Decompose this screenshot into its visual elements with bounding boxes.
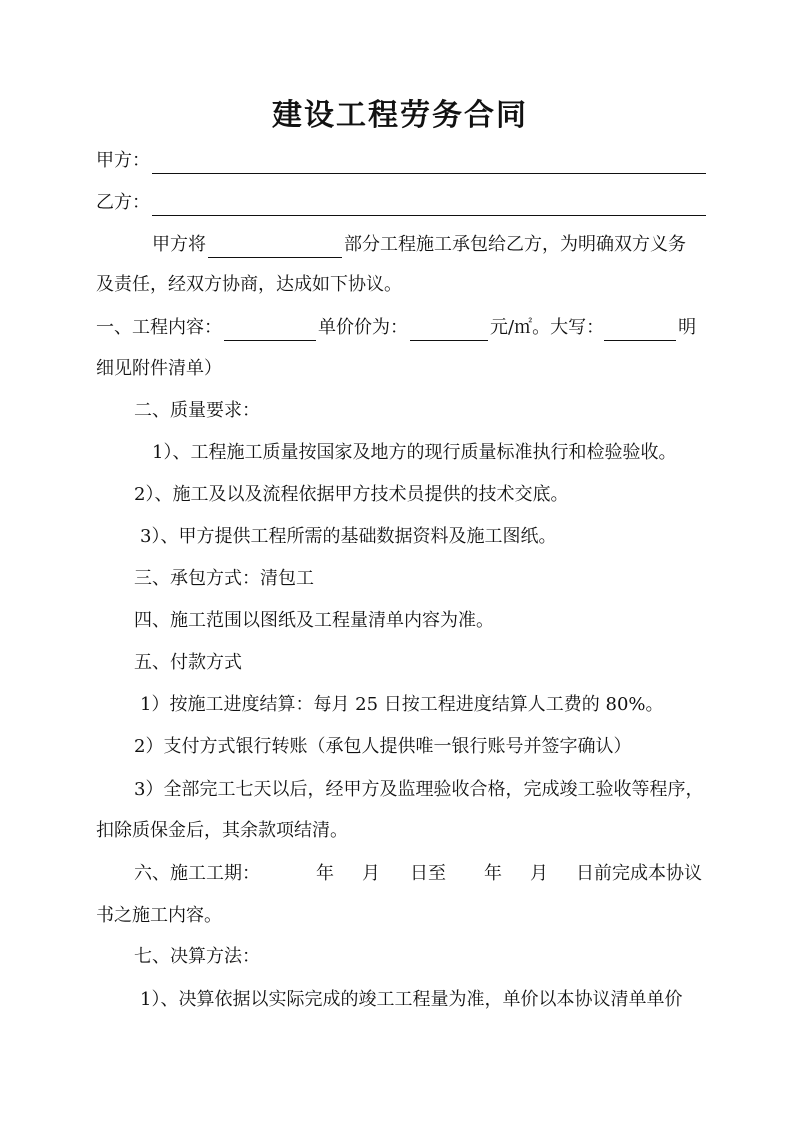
section-6-line-1 xyxy=(134,861,708,887)
section-1-line-1 xyxy=(96,315,708,341)
section-1-tail: 明 xyxy=(678,317,697,338)
party-a-line xyxy=(96,148,708,174)
start-year-label: 年 xyxy=(316,863,334,884)
party-b-blank[interactable] xyxy=(152,193,706,216)
section-1-line-2: 细见附件清单） xyxy=(96,358,222,379)
section-5-item-3-line-2: 扣除质保金后，其余款项结清。 xyxy=(96,820,348,841)
intro-text-2: 部分工程施工承包给乙方，为明确双方义务 xyxy=(344,234,686,255)
unit-price-label: 单价价为： xyxy=(318,317,408,338)
party-a-blank[interactable] xyxy=(152,151,706,174)
party-a-label: 甲方： xyxy=(96,150,150,171)
intro-line-1 xyxy=(152,232,708,258)
unit-price-blank[interactable] xyxy=(410,318,488,341)
project-name-blank[interactable] xyxy=(208,235,342,258)
section-6-label: 六、施工工期： xyxy=(134,863,260,884)
section-2-item-3: 3）、甲方提供工程所需的基础数据资料及施工图纸。 xyxy=(140,526,557,547)
end-month-label: 月 xyxy=(530,863,548,884)
section-2-heading: 二、质量要求： xyxy=(134,400,260,421)
start-month-label: 月 xyxy=(362,863,380,884)
intro-line-2: 及责任，经双方协商，达成如下协议。 xyxy=(96,274,402,295)
section-2-item-2: 2）、施工及以及流程依据甲方技术员提供的技术交底。 xyxy=(134,484,569,505)
section-6-line-2: 书之施工内容。 xyxy=(96,905,222,926)
section-3: 三、承包方式：清包工 xyxy=(134,568,314,589)
section-5-item-3-line-1: 3）全部完工七天以后，经甲方及监理验收合格，完成竣工验收等程序， xyxy=(134,779,704,800)
document-title: 建设工程劳务合同 xyxy=(272,98,528,133)
end-year-label: 年 xyxy=(484,863,502,884)
section-5-item-1: 1）按施工进度结算：每月 25 日按工程进度结算人工费的 80%。 xyxy=(140,694,664,715)
unit-label: 元/㎡。大写 xyxy=(490,317,587,338)
section-5-heading: 五、付款方式 xyxy=(134,652,242,673)
party-b-line xyxy=(96,190,708,216)
intro-text-1: 甲方将 xyxy=(152,234,206,255)
section-7-item-1: 1）、决算依据以实际完成的竣工工程量为准，单价以本协议清单单价 xyxy=(140,989,683,1010)
section-4: 四、施工范围以图纸及工程量清单内容为准。 xyxy=(134,610,494,631)
party-b-label: 乙方： xyxy=(96,192,150,213)
section-7-heading: 七、决算方法： xyxy=(134,946,260,967)
uppercase-amount-blank[interactable] xyxy=(604,318,676,341)
unit-colon: ： xyxy=(586,317,605,338)
section-1-label: 一、工程内容： xyxy=(96,317,222,338)
section-2-item-1: 1）、工程施工质量按国家及地方的现行质量标准执行和检验验收。 xyxy=(152,442,677,463)
work-content-blank[interactable] xyxy=(224,318,316,341)
section-6-tail: 日前完成本协议 xyxy=(576,863,702,884)
start-day-to-label: 日至 xyxy=(410,863,446,884)
section-5-item-2: 2）支付方式银行转账（承包人提供唯一银行账号并签字确认） xyxy=(134,736,632,757)
